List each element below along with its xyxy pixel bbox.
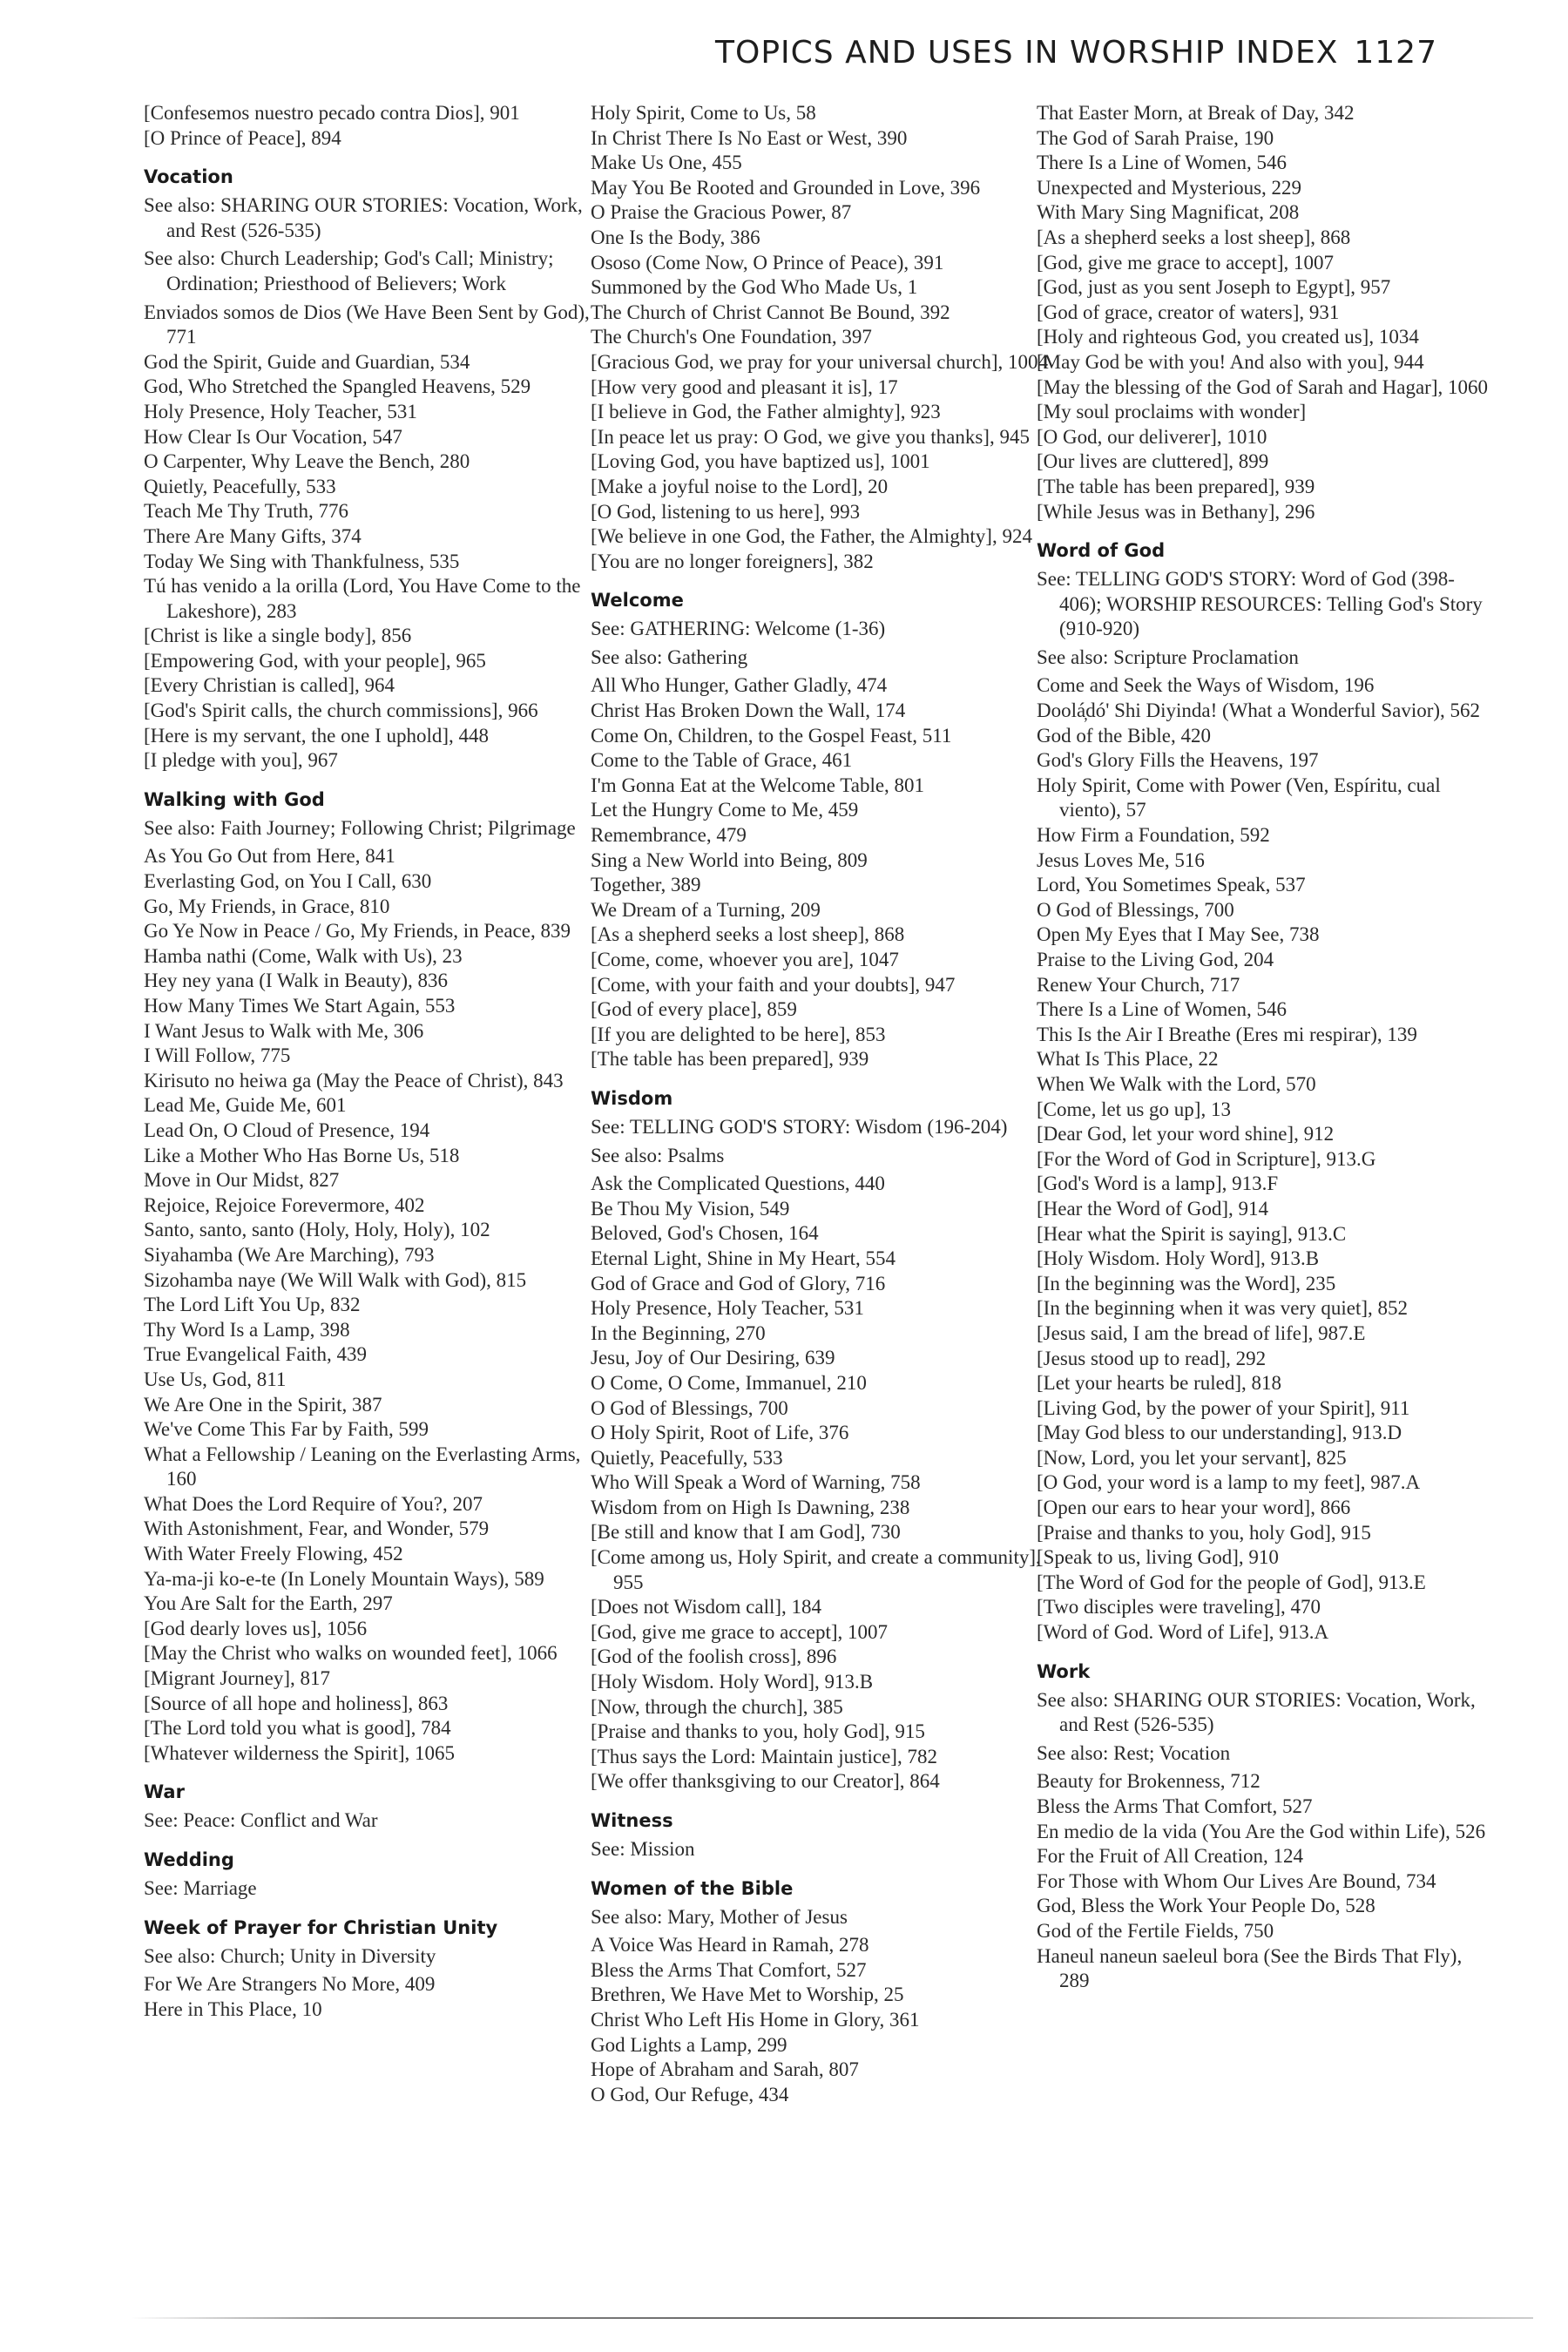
index-entry: We've Come This Far by Faith, 599	[144, 1418, 429, 1441]
index-entry: [The table has been prepared], 939	[1037, 475, 1315, 497]
index-entry: Everlasting God, on You I Call, 630	[144, 870, 432, 893]
index-entry: [As a shepherd seeks a lost sheep], 868	[1037, 226, 1351, 248]
index-entry: Be Thou My Vision, 549	[591, 1197, 790, 1220]
index-entry: How Firm a Foundation, 592	[1037, 824, 1270, 847]
index-entry: Christ Who Left His Home in Glory, 361	[591, 2008, 920, 2031]
index-entry: Bless the Arms That Comfort, 527	[1037, 1795, 1313, 1817]
index-entry: Renew Your Church, 717	[1037, 973, 1240, 996]
index-entry: [God of the foolish cross], 896	[591, 1646, 837, 1668]
see-reference: See: Peace: Conflict and War	[144, 1809, 378, 1832]
index-entry: What Does the Lord Require of You?, 207	[144, 1492, 483, 1515]
index-entry: The Lord Lift You Up, 832	[144, 1294, 361, 1316]
index-entry: Beloved, God's Chosen, 164	[591, 1222, 819, 1245]
bottom-rule	[131, 2317, 1533, 2319]
index-entry: Sizohamba naye (We Will Walk with God), 815	[144, 1268, 527, 1291]
index-entry: How Clear Is Our Vocation, 547	[144, 425, 402, 448]
index-entry: Hope of Abraham and Sarah, 807	[591, 2058, 859, 2081]
index-entry: Ask the Complicated Questions, 440	[591, 1173, 885, 1195]
index-entry: Eternal Light, Shine in My Heart, 554	[591, 1247, 896, 1269]
index-entry: God, Bless the Work Your People Do, 528	[1037, 1895, 1375, 1917]
index-entry: One Is the Body, 386	[591, 226, 760, 248]
see-reference: See: GATHERING: Welcome (1-36)	[591, 618, 886, 640]
see-reference: See also: Church Leadership; God's Call; Ministry; Ordination; Priesthood of Believers; Work	[144, 247, 554, 294]
index-entry: [O God, your word is a lamp to my feet], 987.A	[1037, 1471, 1421, 1494]
index-entry: [As a shepherd seeks a lost sheep], 868	[591, 923, 905, 946]
index-entry: [Every Christian is called], 964	[144, 674, 395, 697]
see-reference: See also: Gathering	[591, 645, 748, 668]
index-entry: [May God be with you! And also with you], 944	[1037, 350, 1424, 373]
index-entry: [Come among us, Holy Spirit, and create a community], 955	[591, 1546, 1041, 1593]
index-entry: O Carpenter, Why Leave the Bench, 280	[144, 450, 470, 473]
index-entry: Bless the Arms That Comfort, 527	[591, 1958, 867, 1981]
index-entry: [Jesus said, I am the bread of life], 987.E	[1037, 1321, 1366, 1344]
index-entry: Teach Me Thy Truth, 776	[144, 500, 348, 523]
topic-heading: Week of Prayer for Christian Unity	[144, 1916, 498, 1938]
index-entry: [Thus says the Lord: Maintain justice], 782	[591, 1745, 937, 1767]
see-reference: See also: SHARING OUR STORIES: Vocation, Work, and Rest (526-535)	[144, 194, 583, 241]
see-reference: See: TELLING GOD'S STORY: Wisdom (196-204)	[591, 1115, 1008, 1138]
index-entry: Ya-ma-ji ko-e-te (In Lonely Mountain Ways), 589	[144, 1567, 544, 1590]
index-entry: There Are Many Gifts, 374	[144, 524, 362, 547]
index-entry: Move in Our Midst, 827	[144, 1169, 340, 1192]
index-entry: [I pledge with you], 967	[144, 749, 338, 772]
index-entry: [Come, with your faith and your doubts], 947	[591, 973, 956, 996]
see-reference: See also: Mary, Mother of Jesus	[591, 1905, 848, 1928]
index-entry: I'm Gonna Eat at the Welcome Table, 801	[591, 774, 925, 796]
index-entry: [How very good and pleasant it is], 17	[591, 375, 898, 398]
index-entry: Wisdom from on High Is Dawning, 238	[591, 1496, 910, 1518]
index-entry: Beauty for Brokenness, 712	[1037, 1770, 1260, 1793]
index-entry: Quietly, Peacefully, 533	[591, 1446, 783, 1469]
index-entry: Lead Me, Guide Me, 601	[144, 1094, 347, 1117]
index-entry: [For the Word of God in Scripture], 913.G	[1037, 1147, 1376, 1170]
index-entry: Holy Presence, Holy Teacher, 531	[591, 1297, 864, 1320]
index-entry: [God's Word is a lamp], 913.F	[1037, 1173, 1279, 1195]
see-reference: See also: SHARING OUR STORIES: Vocation, Work, and Rest (526-535)	[1037, 1688, 1476, 1736]
index-entry: Praise to the Living God, 204	[1037, 949, 1274, 970]
header-title: TOPICS AND USES IN WORSHIP INDEX	[715, 35, 1339, 71]
index-entry: Holy Spirit, Come with Power (Ven, Espíritu, cual viento), 57	[1037, 774, 1441, 821]
index-entry: As You Go Out from Here, 841	[144, 845, 395, 868]
index-entry: God of the Fertile Fields, 750	[1037, 1919, 1274, 1942]
see-reference: See also: Rest; Vocation	[1037, 1741, 1231, 1764]
index-entry: Tú has venido a la orilla (Lord, You Have Come to the Lakeshore), 283	[144, 575, 581, 622]
index-entry: Like a Mother Who Has Borne Us, 518	[144, 1144, 460, 1166]
index-entry: [God, give me grace to accept], 1007	[591, 1620, 889, 1643]
see-reference: See also: Psalms	[591, 1144, 725, 1166]
index-entry: [In peace let us pray: O God, we give you thanks], 945	[591, 425, 1030, 448]
topic-heading: Word of God	[1037, 540, 1166, 562]
index-entry: O Holy Spirit, Root of Life, 376	[591, 1422, 849, 1444]
index-entry: Rejoice, Rejoice Forevermore, 402	[144, 1193, 425, 1216]
index-entry: With Astonishment, Fear, and Wonder, 579	[144, 1517, 490, 1540]
index-entry: [Praise and thanks to you, holy God], 915	[1037, 1521, 1371, 1544]
index-entry: Holy Spirit, Come to Us, 58	[591, 102, 816, 124]
index-entry: Summoned by the God Who Made Us, 1	[591, 276, 918, 299]
index-entry: [Holy and righteous God, you created us], 1034	[1037, 326, 1419, 348]
index-entry: [Christ is like a single body], 856	[144, 625, 412, 647]
index-entry: When We Walk with the Lord, 570	[1037, 1072, 1316, 1095]
index-entry: Use Us, God, 811	[144, 1368, 287, 1390]
index-entry: Come to the Table of Grace, 461	[591, 749, 853, 772]
index-entry: [The Lord told you what is good], 784	[144, 1717, 451, 1740]
index-entry: God the Spirit, Guide and Guardian, 534	[144, 350, 470, 373]
index-entry: [Here is my servant, the one I uphold], 448	[144, 724, 490, 747]
index-entry: Brethren, We Have Met to Worship, 25	[591, 1984, 904, 2006]
index-entry: [God of every place], 859	[591, 998, 797, 1021]
index-entry: Lord, You Sometimes Speak, 537	[1037, 874, 1306, 896]
index-entry: [God, give me grace to accept], 1007	[1037, 251, 1335, 274]
index-entry: [God's Spirit calls, the church commissions], 966	[144, 700, 538, 722]
index-entry: Unexpected and Mysterious, 229	[1037, 176, 1302, 199]
index-entry: In the Beginning, 270	[591, 1321, 766, 1344]
index-entry: Make Us One, 455	[591, 152, 742, 174]
index-entry: Jesus Loves Me, 516	[1037, 848, 1205, 871]
index-entry: There Is a Line of Women, 546	[1037, 152, 1288, 174]
index-column-3	[1037, 101, 1494, 1994]
index-entry: True Evangelical Faith, 439	[144, 1343, 367, 1366]
index-entry: This Is the Air I Breathe (Eres mi respirar), 139	[1037, 1023, 1417, 1045]
index-entry: God Lights a Lamp, 299	[591, 2033, 787, 2056]
index-entry: Siyahamba (We Are Marching), 793	[144, 1243, 435, 1266]
index-entry: All Who Hunger, Gather Gladly, 474	[591, 674, 888, 697]
index-entry: How Many Times We Start Again, 553	[144, 995, 456, 1017]
index-entry: [Jesus stood up to read], 292	[1037, 1347, 1267, 1369]
index-entry: Doolá̦dó' Shi Diyinda! (What a Wonderful Savior), 562	[1037, 700, 1481, 722]
index-entry: [We believe in one God, the Father, the Almighty], 924	[591, 525, 1032, 548]
index-entry: [My soul proclaims with wonder]	[1037, 401, 1307, 423]
index-entry: Go, My Friends, in Grace, 810	[144, 895, 390, 917]
index-entry: Remembrance, 479	[591, 824, 747, 847]
index-entry: [God of grace, creator of waters], 931	[1037, 301, 1340, 323]
index-entry: Go Ye Now in Peace / Go, My Friends, in Peace, 839	[144, 920, 571, 943]
index-entry: Who Will Speak a Word of Warning, 758	[591, 1471, 921, 1494]
index-entry: The Church's One Foundation, 397	[591, 326, 872, 348]
index-entry: For We Are Strangers No More, 409	[144, 1973, 436, 1996]
index-entry: God of Grace and God of Glory, 716	[591, 1272, 886, 1294]
index-entry: God, Who Stretched the Spangled Heavens, 529	[144, 375, 531, 398]
index-entry: [Let your hearts be ruled], 818	[1037, 1372, 1282, 1395]
index-entry: I Will Follow, 775	[144, 1044, 291, 1067]
index-entry: Haneul naneun saeleul bora (See the Birds That Fly), 289	[1037, 1944, 1463, 1992]
see-reference: See also: Faith Journey; Following Christ; Pilgrimage	[144, 816, 576, 839]
index-entry: Together, 389	[591, 874, 701, 896]
index-entry: [Whatever wilderness the Spirit], 1065	[144, 1741, 456, 1764]
see-reference: See: Marriage	[144, 1877, 257, 1899]
index-column-2	[591, 101, 1048, 2107]
index-entry: [Speak to us, living God], 910	[1037, 1546, 1279, 1569]
index-entry: [While Jesus was in Bethany], 296	[1037, 500, 1315, 523]
index-entry: What a Fellowship / Leaning on the Everlasting Arms, 160	[144, 1443, 581, 1490]
index-entry: [I believe in God, the Father almighty], 923	[591, 401, 941, 423]
index-entry: In Christ There Is No East or West, 390	[591, 126, 908, 149]
index-entry: The Church of Christ Cannot Be Bound, 392	[591, 301, 950, 323]
index-entry: [You are no longer foreigners], 382	[591, 550, 874, 572]
topic-heading: Wisdom	[591, 1087, 673, 1109]
index-entry: [Hear the Word of God], 914	[1037, 1197, 1268, 1220]
index-entry: Come and Seek the Ways of Wisdom, 196	[1037, 674, 1375, 697]
topic-heading: Witness	[591, 1810, 673, 1831]
index-entry: [Word of God. Word of Life], 913.A	[1037, 1621, 1329, 1644]
index-entry: [O God, our deliverer], 1010	[1037, 425, 1267, 448]
see-reference: See also: Scripture Proclamation	[1037, 645, 1299, 668]
index-entry: [Living God, by the power of your Spirit], 911	[1037, 1396, 1410, 1419]
index-entry: For the Fruit of All Creation, 124	[1037, 1845, 1304, 1868]
index-entry: O God, Our Refuge, 434	[591, 2083, 789, 2105]
topic-heading: Women of the Bible	[591, 1877, 794, 1899]
index-entry: En medio de la vida (You Are the God within Life), 526	[1037, 1820, 1486, 1842]
index-entry: [Loving God, you have baptized us], 1001	[591, 450, 930, 473]
index-entry: Christ Has Broken Down the Wall, 174	[591, 700, 906, 722]
index-entry: [Source of all hope and holiness], 863	[144, 1692, 449, 1714]
index-entry: Come On, Children, to the Gospel Feast, 511	[591, 724, 952, 747]
index-entry: [Make a joyful noise to the Lord], 20	[591, 475, 889, 497]
index-entry: Open My Eyes that I May See, 738	[1037, 923, 1320, 946]
index-entry: Lead On, O Cloud of Presence, 194	[144, 1119, 430, 1141]
index-entry: [O Prince of Peace], 894	[144, 126, 341, 149]
index-entry: O Praise the Gracious Power, 87	[591, 201, 852, 224]
index-entry: With Mary Sing Magnificat, 208	[1037, 201, 1300, 224]
index-entry: May You Be Rooted and Grounded in Love, 396	[591, 176, 981, 199]
index-entry: Holy Presence, Holy Teacher, 531	[144, 400, 417, 422]
index-entry: [In the beginning was the Word], 235	[1037, 1272, 1336, 1294]
index-entry: [Our lives are cluttered], 899	[1037, 450, 1269, 473]
index-entry: I Want Jesus to Walk with Me, 306	[144, 1019, 424, 1042]
index-entry: A Voice Was Heard in Ramah, 278	[591, 1934, 869, 1957]
index-entry: [May the blessing of the God of Sarah and Hagar], 1060	[1037, 375, 1489, 398]
index-entry: [Hear what the Spirit is saying], 913.C	[1037, 1222, 1347, 1245]
index-entry: [Empowering God, with your people], 965	[144, 649, 486, 672]
index-entry: Santo, santo, santo (Holy, Holy, Holy), 102	[144, 1219, 490, 1241]
index-entry: [May the Christ who walks on wounded feet], 1066	[144, 1642, 558, 1665]
index-entry: [Dear God, let your word shine], 912	[1037, 1123, 1335, 1146]
index-entry: O God of Blessings, 700	[1037, 898, 1234, 921]
index-entry: Hamba nathi (Come, Walk with Us), 23	[144, 944, 463, 967]
index-entry: O Come, O Come, Immanuel, 210	[591, 1371, 867, 1394]
index-entry: [Gracious God, we pray for your universal church], 1004	[591, 350, 1049, 373]
index-entry: O God of Blessings, 700	[591, 1396, 788, 1419]
index-entry: [Does not Wisdom call], 184	[591, 1596, 822, 1619]
index-entry: [Come, let us go up], 13	[1037, 1098, 1231, 1120]
topic-heading: Vocation	[144, 166, 233, 188]
index-entry: [Holy Wisdom. Holy Word], 913.B	[1037, 1247, 1320, 1270]
index-entry: [In the beginning when it was very quiet], 852	[1037, 1297, 1409, 1320]
running-header	[715, 35, 1437, 71]
see-reference: See also: Church; Unity in Diversity	[144, 1944, 436, 1967]
topic-heading: Work	[1037, 1660, 1091, 1682]
index-entry: [We offer thanksgiving to our Creator], 864	[591, 1770, 940, 1793]
see-reference: See: TELLING GOD'S STORY: Word of God (398-406); WORSHIP RESOURCES: Telling God's Story (910-920)	[1037, 568, 1483, 640]
index-entry: We Dream of a Turning, 209	[591, 898, 821, 921]
index-entry: Ososo (Come Now, O Prince of Peace), 391	[591, 251, 944, 274]
index-column-1	[144, 101, 601, 2022]
index-entry: That Easter Morn, at Break of Day, 342	[1037, 102, 1355, 124]
index-entry: Quietly, Peacefully, 533	[144, 475, 336, 497]
index-entry: Hey ney yana (I Walk in Beauty), 836	[144, 970, 449, 992]
index-entry: [May God bless to our understanding], 913.D	[1037, 1422, 1402, 1444]
index-entry: For Those with Whom Our Lives Are Bound, 734	[1037, 1869, 1436, 1892]
see-reference: See: Mission	[591, 1838, 695, 1860]
index-entry: [Two disciples were traveling], 470	[1037, 1596, 1321, 1619]
index-entry: [Now, Lord, you let your servant], 825	[1037, 1446, 1347, 1469]
index-entry: The God of Sarah Praise, 190	[1037, 126, 1274, 149]
index-entry: [Open our ears to hear your word], 866	[1037, 1497, 1351, 1519]
index-entry: Sing a New World into Being, 809	[591, 848, 868, 871]
index-entry: [Praise and thanks to you, holy God], 915	[591, 1720, 925, 1743]
index-entry: Thy Word Is a Lamp, 398	[144, 1318, 350, 1341]
index-entry: You Are Salt for the Earth, 297	[144, 1592, 393, 1615]
index-entry: [O God, listening to us here], 993	[591, 500, 861, 523]
index-entry: [God, just as you sent Joseph to Egypt], 957	[1037, 276, 1391, 299]
index-entry: Today We Sing with Thankfulness, 535	[144, 550, 460, 572]
index-entry: There Is a Line of Women, 546	[1037, 998, 1288, 1021]
index-entry: [God dearly loves us], 1056	[144, 1617, 368, 1639]
topic-heading: Walking with God	[144, 788, 325, 810]
index-entry: [Now, through the church], 385	[591, 1695, 843, 1718]
index-entry: We Are One in the Spirit, 387	[144, 1393, 382, 1416]
index-entry: [The Word of God for the people of God], 913.E	[1037, 1571, 1426, 1593]
index-entry: Kirisuto no heiwa ga (May the Peace of Christ), 843	[144, 1069, 564, 1092]
index-entry: [Holy Wisdom. Holy Word], 913.B	[591, 1671, 874, 1693]
index-entry: God's Glory Fills the Heavens, 197	[1037, 749, 1319, 772]
index-entry: [Come, come, whoever you are], 1047	[591, 949, 899, 970]
index-entry: Jesu, Joy of Our Desiring, 639	[591, 1347, 835, 1369]
index-entry: God of the Bible, 420	[1037, 724, 1211, 747]
page-number: 1127	[1354, 35, 1437, 71]
index-entry: [If you are delighted to be here], 853	[591, 1023, 886, 1045]
index-entry: [Confesemos nuestro pecado contra Dios], 901	[144, 102, 520, 124]
index-entry: [Be still and know that I am God], 730	[591, 1521, 901, 1544]
topic-heading: Wedding	[144, 1849, 234, 1870]
topic-heading: Welcome	[591, 590, 684, 612]
index-entry: Enviados somos de Dios (We Have Been Sent by God), 771	[144, 301, 590, 348]
index-entry: [The table has been prepared], 939	[591, 1048, 869, 1071]
index-entry: [Migrant Journey], 817	[144, 1667, 330, 1690]
index-entry: Let the Hungry Come to Me, 459	[591, 799, 859, 821]
index-entry: What Is This Place, 22	[1037, 1048, 1219, 1071]
index-entry: With Water Freely Flowing, 452	[144, 1543, 403, 1565]
index-entry: Here in This Place, 10	[144, 1997, 322, 2020]
topic-heading: War	[144, 1781, 185, 1803]
